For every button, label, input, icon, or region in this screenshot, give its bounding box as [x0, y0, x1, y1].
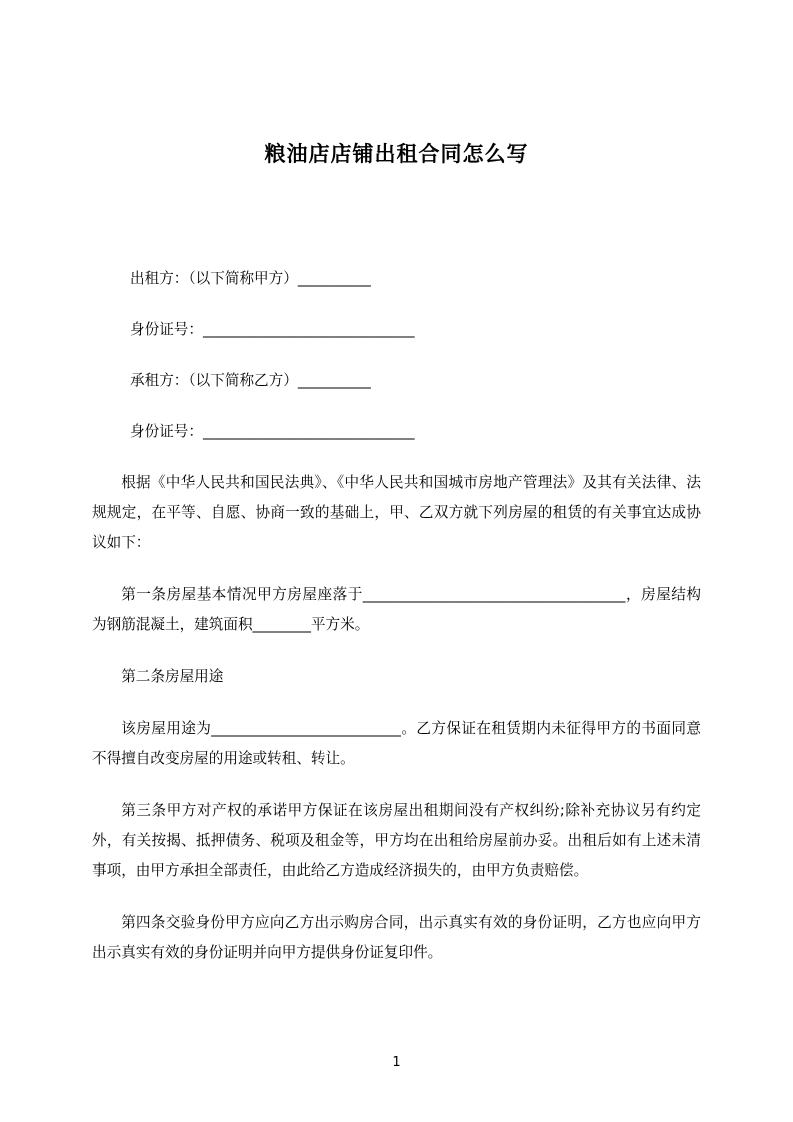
paragraph-article-3: 第三条甲方对产权的承诺甲方保证在该房屋出租期间没有产权纠纷;除补充协议另有约定外，有关按揭、抵押债务、税项及租金等，甲方均在出租给房屋前办妥。出租后如有上述未清事项，由甲方承担全部责任，由此给乙方造成经济损失的，由甲方负责赔偿。 [92, 802, 701, 879]
paragraph-article-2-body: 该房屋用途为__________________________。乙方保证在租赁期内未征得甲方的书面同意不得擅自改变房屋的用途或转租、转让。 [92, 720, 701, 767]
party-lessee-line: 承租方：（以下简称乙方）__________ [130, 372, 371, 389]
page-title: 粮油店店铺出租合同怎么写 [264, 142, 529, 166]
paragraph-article-2-heading: 第二条房屋用途 [121, 668, 224, 685]
paragraph-article-1: 第一条房屋基本情况甲方房屋座落于____________________________________，房屋结构为钢筋混凝土，建筑面积________平方米。 [92, 586, 701, 633]
party-lessor-line: 出租方：（以下简称甲方）__________ [130, 270, 371, 287]
paragraph-preamble: 根据《中华人民共和国民法典》、《中华人民共和国城市房地产管理法》及其有关法律、法规规定，在平等、自愿、协商一致的基础上，甲、乙双方就下列房屋的租赁的有关事宜达成协议如下： [92, 474, 701, 551]
paragraph-article-4: 第四条交验身份甲方应向乙方出示购房合同，出示真实有效的身份证明，乙方也应向甲方出示真实有效的身份证明并向甲方提供身份证复印件。 [92, 914, 701, 961]
page-number: 1 [392, 1055, 401, 1070]
party-lessee-id-line: 身份证号：_____________________________ [130, 423, 415, 440]
party-lessor-id-line: 身份证号：_____________________________ [130, 321, 415, 338]
document-body [0, 264, 793, 968]
